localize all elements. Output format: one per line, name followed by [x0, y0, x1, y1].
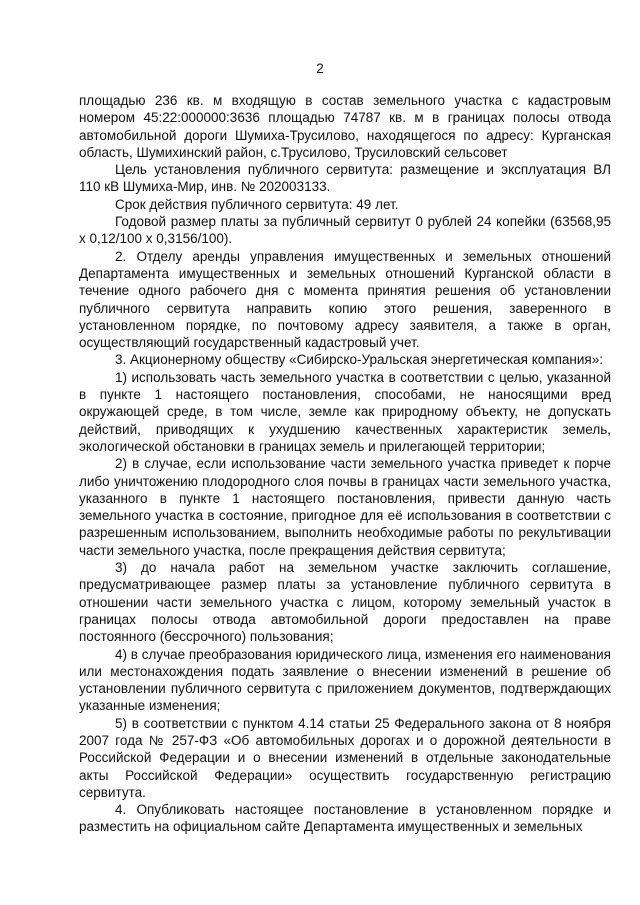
paragraph: Срок действия публичного сервитута: 49 лет. — [115, 196, 399, 212]
document-body — [79, 92, 611, 836]
paragraph: Цель установления публичного сервитута: размещение и эксплуатация ВЛ 110 кВ Шумиха-Мир, инв. № 202003133. — [79, 162, 611, 195]
paragraph: 1) использовать часть земельного участка в соответствии с целью, указанной в пункте 1 настоящего постановления, способами, не наносящими вред окружающей среде, в том числе, земле как природному объекту, не допускать действий, приводящих к ухудшению качественных характеристик земель, экологической обстановки в границах земель и прилегающей территории; — [79, 369, 611, 454]
paragraph: 3. Акционерному обществу «Сибирско-Уральская энергетическая компания»: — [115, 352, 603, 368]
paragraph: 4) в случае преобразования юридического лица, изменения его наименования или местонахождения подать заявление о внесении изменений в решение об установлении публичного сервитута с приложением документов, подтверждающих указанные изменения; — [79, 646, 611, 714]
paragraph: 2. Отделу аренды управления имущественных и земельных отношений Департамента имущественных и земельных отношений Курганской области в течение одного рабочего дня с момента принятия решения об установлении публичного сервитута направить копию этого решения, заверенного в установленном порядке, по почтовому адресу заявителя, а также в орган, осуществляющий государственный кадастровый учет. — [79, 248, 611, 351]
paragraph: Годовой размер платы за публичный сервитут 0 рублей 24 копейки (63568,95 х 0,12/100 х 0,3156/100). — [79, 214, 611, 247]
paragraph: площадью 236 кв. м входящую в состав земельного участка с кадастровым номером 45:22:000000:3636 площадью 74787 кв. м в границах полосы отвода автомобильной дороги Шумиха-Трусилово, находящегося по адресу: Курганская область, Шумихинский район, с.Трусилово, Трусиловский сельсовет — [79, 93, 611, 160]
paragraph: 5) в соответствии с пунктом 4.14 статьи 25 Федерального закона от 8 ноября 2007 года № 257-ФЗ «Об автомобильных дорогах и о дорожной деятельности в Российской Федерации и о внесении изменений в отдельные законодательные акты Российской Федерации» осуществить государственную регистрацию сервитута. — [79, 715, 611, 800]
paragraph: 3) до начала работ на земельном участке заключить соглашение, предусматривающее размер платы за установление публичного сервитута в отношении части земельного участка с лицом, которому земельный участок в границах полосы отвода автомобильной дороги предоставлен на праве постоянного (бессрочного) пользования; — [79, 560, 611, 645]
paragraph: 2) в случае, если использование части земельного участка приведет к порче либо уничтожению плодородного слоя почвы в границах части земельного участка, указанного в пункте 1 настоящего постановления, привести данную часть земельного участка в состояние, пригодное для её использования в соответствии с разрешенным использованием, выполнить необходимые работы по рекультивации части земельного участка, после прекращения действия сервитута; — [79, 456, 611, 558]
page-number: 2 — [316, 61, 324, 76]
paragraph: 4. Опубликовать настоящее постановление в установленном порядке и разместить на официальном сайте Департамента имущественных и земельных — [79, 802, 611, 835]
